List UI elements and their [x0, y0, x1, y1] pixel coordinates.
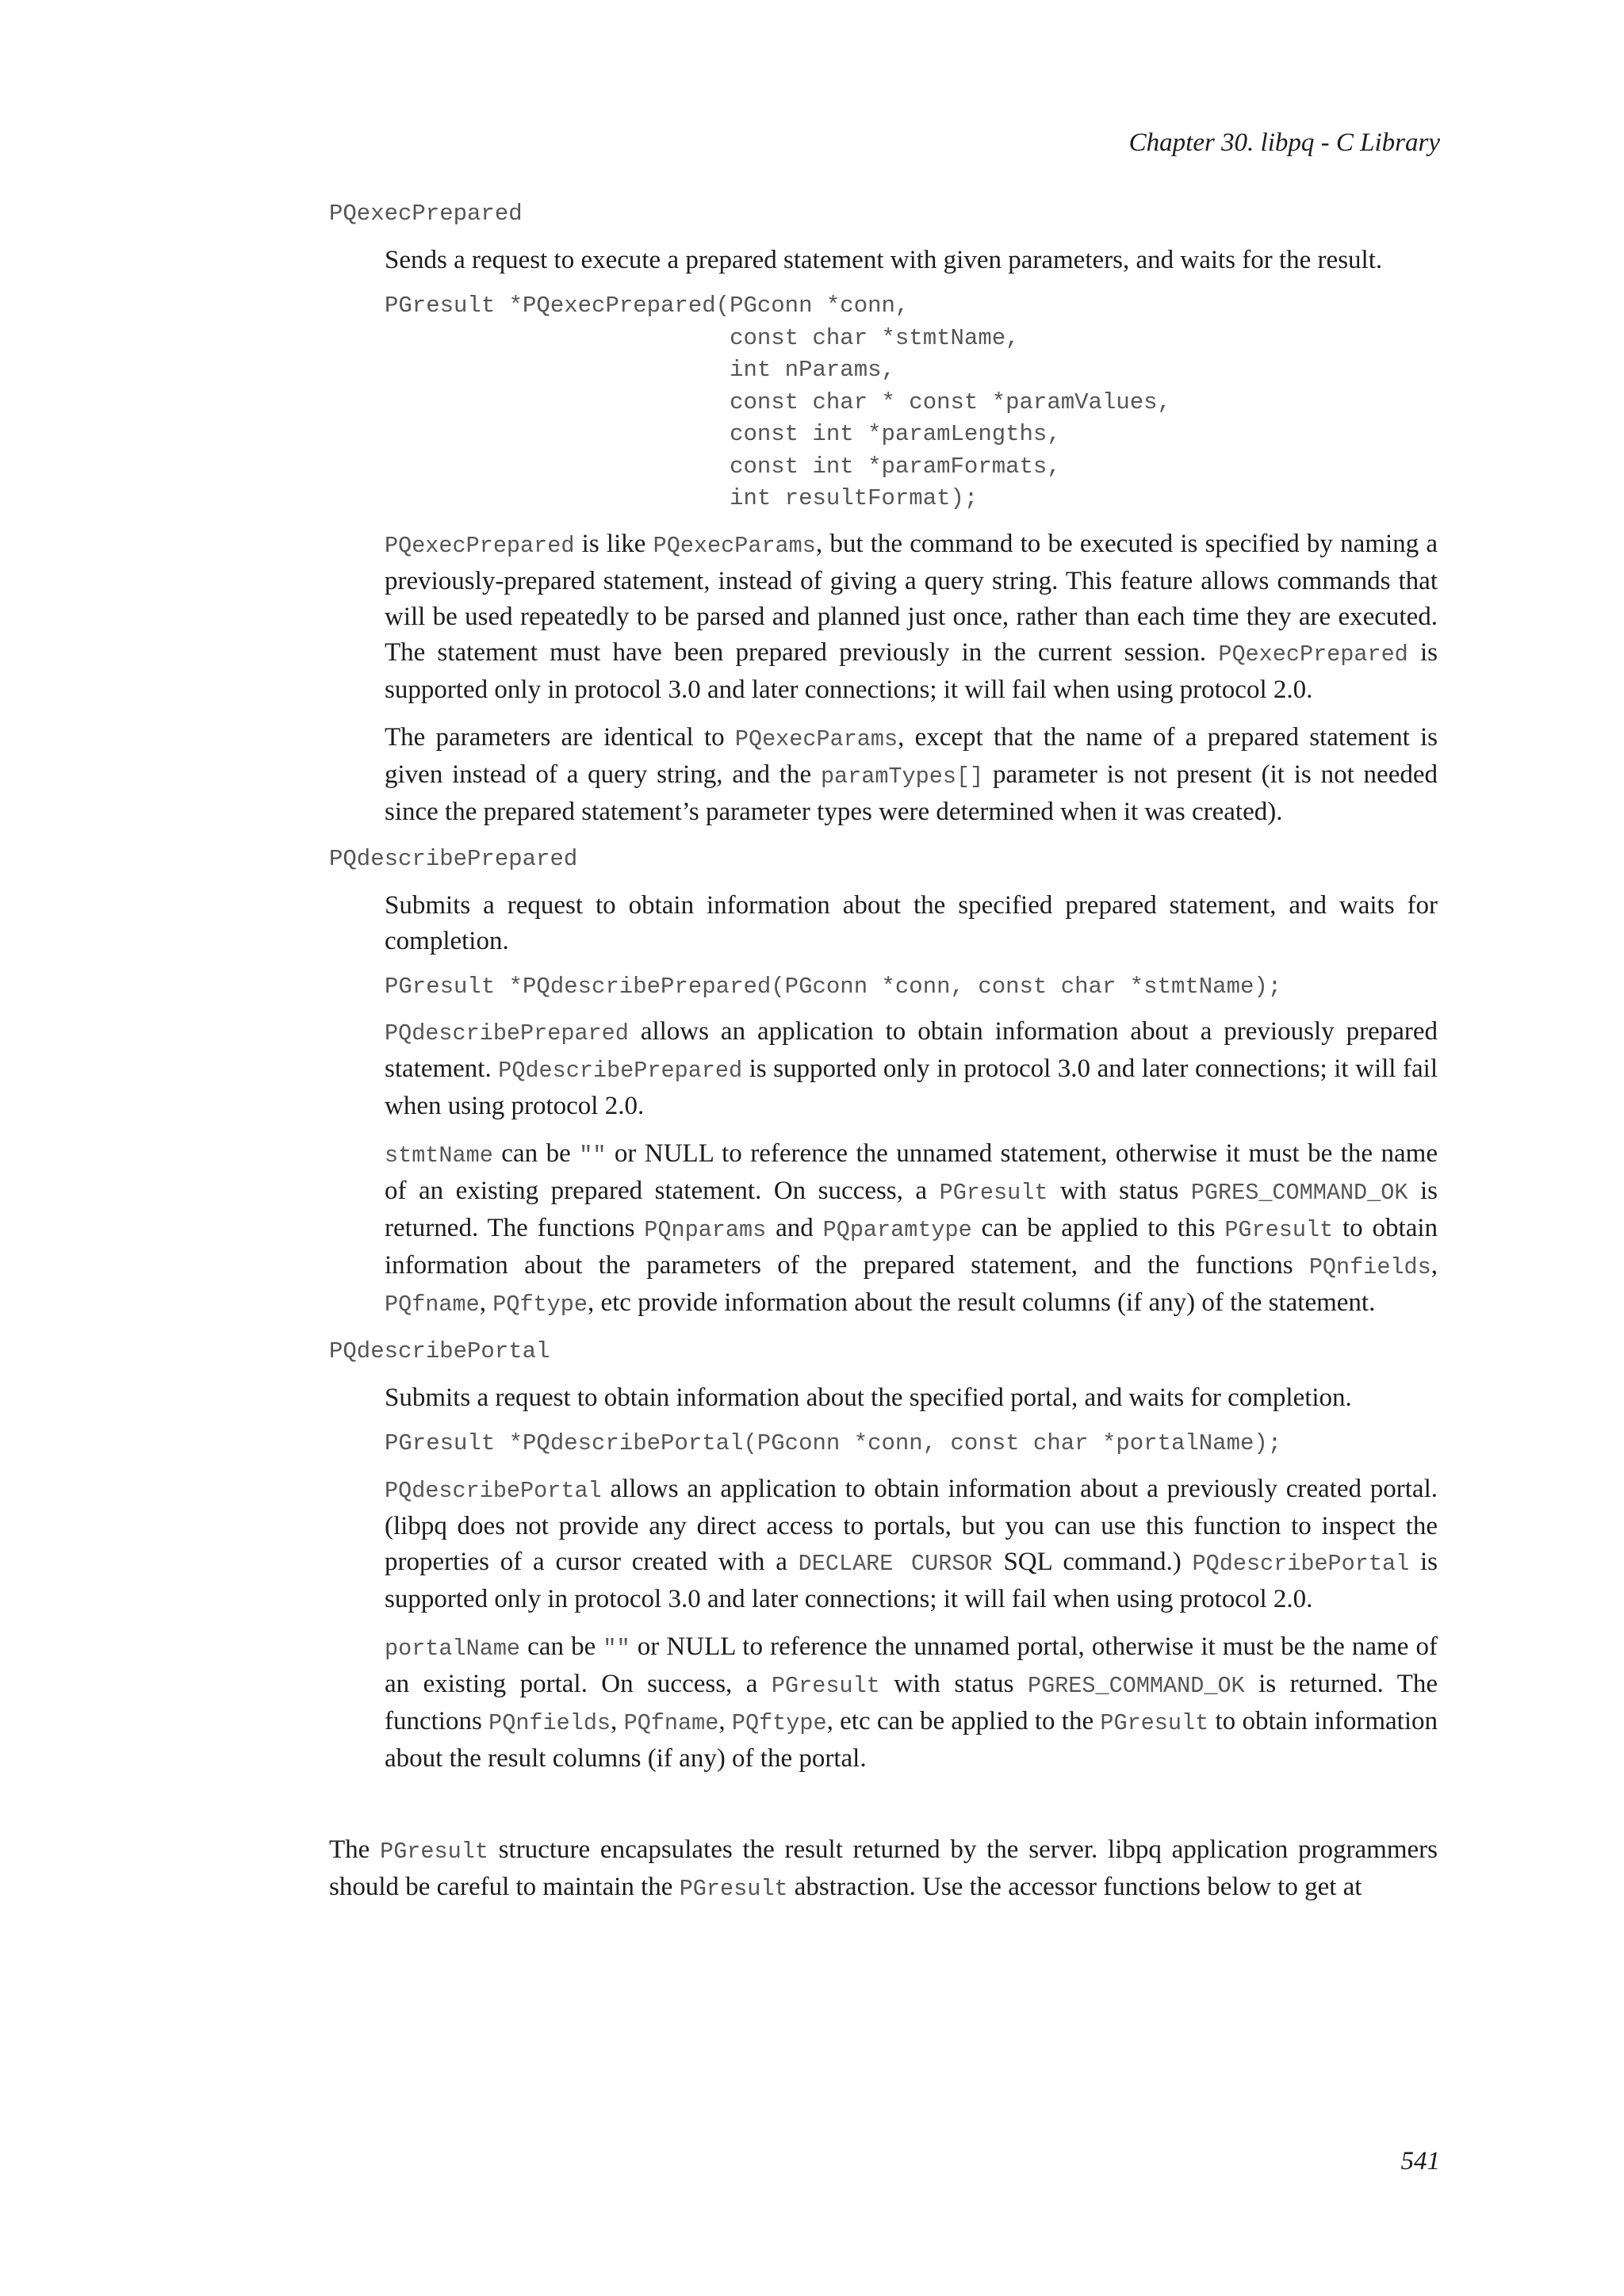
inline-code: PQnparams [644, 1217, 767, 1243]
text: parameter is not present (it is not needed since the prepared statement’s parameter types were determined when it was created). [385, 760, 1438, 826]
text: is supported only in protocol 3.0 and later connections; it will fail when using protocol 2.0. [385, 637, 1438, 704]
intro-paragraph [329, 1832, 1438, 1907]
text: , etc can be applied to the [826, 1706, 1101, 1735]
text: and [766, 1214, 823, 1242]
inline-code: PGresult [1100, 1709, 1209, 1736]
code-signature: PGresult *PQdescribePortal(PGconn *conn, const char *portalName); [385, 1430, 1282, 1456]
text: allows an application to obtain information about a previously created portal. (libpq does not provide any direct access to portals, but you can use this function to inspect the properties of a cursor created with a [385, 1474, 1438, 1576]
term-pqexecprepared: PQexecPrepared [329, 201, 523, 227]
text: can be [492, 1139, 580, 1168]
text: , except that the name of a prepared statement is given instead of a query string, and the [385, 722, 1438, 789]
text: abstraction. Use the accessor functions below to get at [787, 1872, 1362, 1901]
inline-code: portalName [385, 1635, 521, 1662]
entry-pqdescribeprepared [385, 888, 1438, 1323]
text: to obtain information about the result columns (if any) of the portal. [385, 1706, 1438, 1773]
paragraph [385, 1014, 1438, 1124]
entry-pqdescribeportal [385, 1380, 1438, 1777]
inline-code: PQdescribePortal [1192, 1550, 1410, 1577]
text: , etc provide information about the result columns (if any) of the statement. [587, 1288, 1376, 1317]
text: is returned. The functions [385, 1177, 1438, 1242]
code-signature: PGresult *PQexecPrepared(PGconn *conn, const char *stmtName, int nParams, const char * const *paramValues, const int *paramLengths, const int *paramFormats, int resultFormat); [385, 293, 1171, 511]
term-pqdescribeprepared: PQdescribePrepared [329, 845, 578, 872]
inline-code: PQdescribePrepared [385, 1020, 629, 1047]
inline-code: PQfname [623, 1709, 719, 1736]
text: or NULL to reference the unnamed statement, otherwise it must be the name of an existing prepared statement. On success, a [385, 1139, 1438, 1205]
text: with status [879, 1669, 1028, 1698]
paragraph [385, 1471, 1438, 1617]
inline-code: PGresult [380, 1838, 488, 1865]
inline-code: PQfname [385, 1292, 480, 1318]
inline-code: PQnfields [1308, 1254, 1431, 1280]
text: is supported only in protocol 3.0 and later connections; it will fail when using protocol 2.0. [385, 1054, 1438, 1120]
summary: Submits a request to obtain information about the specified portal, and waits for completion. [385, 1383, 1352, 1412]
inline-code: "" [579, 1142, 607, 1169]
text: The [329, 1835, 381, 1864]
summary: Sends a request to execute a prepared statement with given parameters, and waits for the result. [385, 246, 1383, 274]
text: SQL command.) [992, 1547, 1193, 1576]
inline-code: PGresult [679, 1875, 788, 1902]
text: , [718, 1706, 732, 1735]
inline-code: PQexecParams [734, 725, 898, 752]
inline-code: PQftype [492, 1292, 588, 1318]
inline-code: stmtName [385, 1142, 493, 1169]
inline-code: PQexecParams [653, 532, 816, 559]
text: allows an application to obtain information about a previously prepared statement. [385, 1017, 1438, 1083]
term-pqdescribeportal: PQdescribePortal [329, 1338, 550, 1364]
inline-code: PGRES_COMMAND_OK [1028, 1672, 1245, 1699]
inline-code: PQdescribePortal [385, 1477, 602, 1504]
inline-code: paramTypes[] [820, 763, 984, 790]
inline-code: "" [603, 1635, 630, 1662]
inline-code: PQdescribePrepared [498, 1058, 743, 1084]
text: can be applied to this [971, 1214, 1225, 1242]
text: structure encapsulates the result returned by the server. libpq application programmers should be careful to maintain the [329, 1835, 1438, 1901]
text: is returned. The functions [385, 1669, 1438, 1735]
inline-code: PGresult [939, 1180, 1048, 1206]
inline-code: DECLARE CURSOR [798, 1550, 993, 1577]
text: , [479, 1288, 493, 1317]
text: or NULL to reference the unnamed portal, otherwise it must be the name of an existing portal. On success, a [385, 1632, 1438, 1698]
inline-code: PGresult [1224, 1217, 1334, 1243]
inline-code: PQnfields [488, 1709, 611, 1736]
entry-pqexecprepared [385, 243, 1438, 830]
text: with status [1048, 1177, 1191, 1205]
text: is supported only in protocol 3.0 and later connections; it will fail when using protocol 2.0. [385, 1547, 1438, 1613]
paragraph [385, 1629, 1438, 1777]
function-list [329, 197, 1438, 1907]
text: , but the command to be executed is specified by naming a previously-prepared statement, instead of giving a query string. This feature allows commands that will be used repeatedly to be parsed and planned just once, rather than each time they are executed. The statement must have been prepared previously in the current session. [385, 529, 1438, 667]
inline-code: PQparamtype [822, 1217, 972, 1243]
page-number: 541 [1400, 2147, 1440, 2175]
inline-code: PGresult [771, 1672, 880, 1699]
summary: Submits a request to obtain information about the specified prepared statement, and waits for completion. [385, 890, 1438, 955]
paragraph [385, 1136, 1438, 1322]
inline-code: PGRES_COMMAND_OK [1190, 1180, 1408, 1206]
text: to obtain information about the parameters of the prepared statement, and the functions [385, 1214, 1438, 1280]
paragraph [385, 526, 1438, 708]
text: , [1431, 1251, 1438, 1280]
text: The parameters are identical to [385, 722, 735, 752]
code-signature: PGresult *PQdescribePrepared(PGconn *conn, const char *stmtName); [385, 973, 1282, 1000]
text: , [611, 1706, 624, 1735]
running-header: Chapter 30. libpq - C Library [1128, 128, 1440, 157]
inline-code: PQftype [731, 1709, 827, 1736]
text: is like [574, 529, 653, 558]
inline-code: PQexecPrepared [385, 532, 575, 559]
text: can be [520, 1632, 603, 1661]
paragraph [385, 720, 1438, 830]
inline-code: PQexecPrepared [1218, 641, 1408, 668]
